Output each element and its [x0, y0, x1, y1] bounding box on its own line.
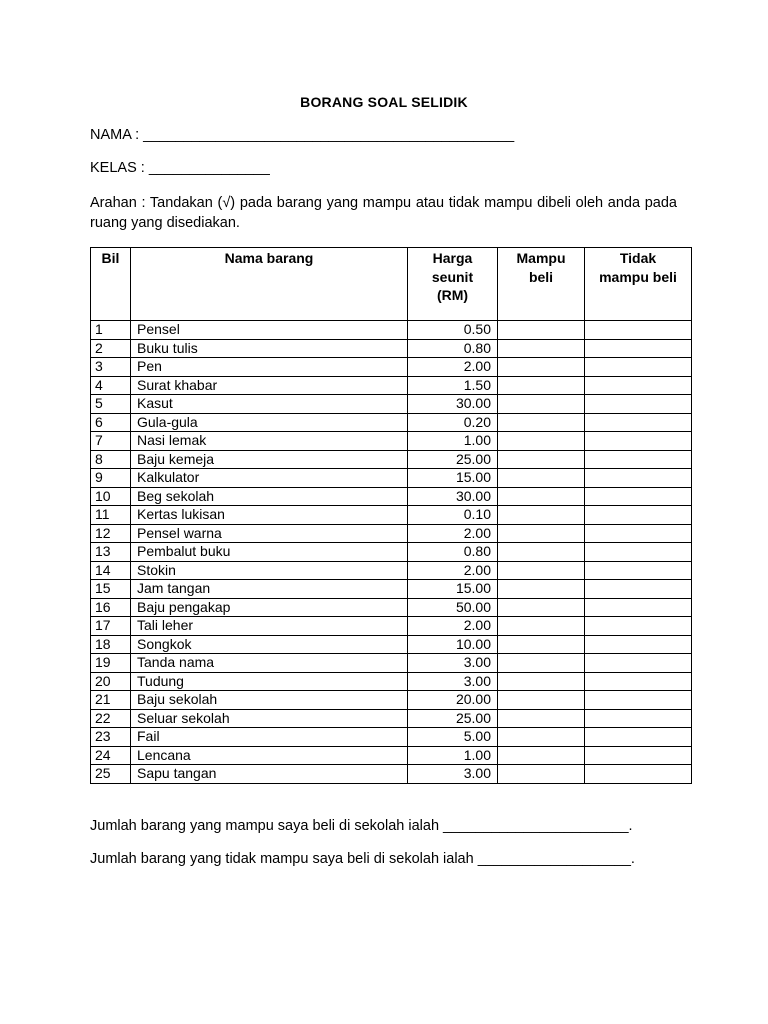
kelas-field-line: KELAS : _______________	[90, 160, 270, 176]
cell-tidak-mampu-beli-checkbox[interactable]	[585, 450, 692, 469]
cell-mampu-beli-checkbox[interactable]	[498, 339, 585, 358]
table-row	[91, 321, 692, 340]
table-header-row	[91, 248, 692, 321]
cell-harga: 15.00	[408, 469, 498, 488]
cell-harga: 0.10	[408, 506, 498, 525]
cell-harga: 2.00	[408, 524, 498, 543]
table-row	[91, 672, 692, 691]
cell-bil: 6	[91, 413, 131, 432]
cell-bil: 1	[91, 321, 131, 340]
cell-harga: 20.00	[408, 691, 498, 710]
cell-mampu-beli-checkbox[interactable]	[498, 543, 585, 562]
table-row	[91, 543, 692, 562]
cell-bil: 25	[91, 765, 131, 784]
cell-bil: 15	[91, 580, 131, 599]
cell-tidak-mampu-beli-checkbox[interactable]	[585, 506, 692, 525]
cell-nama-barang: Gula-gula	[131, 413, 408, 432]
header-harga-seunit: Harga seunit (RM)	[408, 248, 498, 321]
table-row	[91, 339, 692, 358]
table-row	[91, 728, 692, 747]
form-title: BORANG SOAL SELIDIK	[300, 94, 468, 110]
cell-bil: 9	[91, 469, 131, 488]
cell-mampu-beli-checkbox[interactable]	[498, 450, 585, 469]
summary-tidak-mampu-line: Jumlah barang yang tidak mampu saya beli di sekolah ialah ___________________.	[90, 851, 635, 867]
cell-nama-barang: Tanda nama	[131, 654, 408, 673]
cell-harga: 1.00	[408, 746, 498, 765]
cell-nama-barang: Lencana	[131, 746, 408, 765]
cell-nama-barang: Beg sekolah	[131, 487, 408, 506]
cell-tidak-mampu-beli-checkbox[interactable]	[585, 691, 692, 710]
cell-nama-barang: Pensel warna	[131, 524, 408, 543]
table-row	[91, 413, 692, 432]
cell-harga: 2.00	[408, 358, 498, 377]
cell-tidak-mampu-beli-checkbox[interactable]	[585, 543, 692, 562]
cell-nama-barang: Pensel	[131, 321, 408, 340]
cell-mampu-beli-checkbox[interactable]	[498, 691, 585, 710]
cell-tidak-mampu-beli-checkbox[interactable]	[585, 635, 692, 654]
cell-harga: 5.00	[408, 728, 498, 747]
cell-nama-barang: Baju kemeja	[131, 450, 408, 469]
cell-nama-barang: Pen	[131, 358, 408, 377]
cell-mampu-beli-checkbox[interactable]	[498, 635, 585, 654]
cell-harga: 10.00	[408, 635, 498, 654]
table-body	[91, 321, 692, 784]
cell-harga: 2.00	[408, 617, 498, 636]
cell-mampu-beli-checkbox[interactable]	[498, 598, 585, 617]
table-row	[91, 395, 692, 414]
cell-tidak-mampu-beli-checkbox[interactable]	[585, 376, 692, 395]
table-row	[91, 580, 692, 599]
cell-harga: 50.00	[408, 598, 498, 617]
cell-bil: 11	[91, 506, 131, 525]
cell-nama-barang: Pembalut buku	[131, 543, 408, 562]
cell-nama-barang: Baju pengakap	[131, 598, 408, 617]
table-row	[91, 709, 692, 728]
cell-bil: 7	[91, 432, 131, 451]
cell-tidak-mampu-beli-checkbox[interactable]	[585, 339, 692, 358]
table-row	[91, 691, 692, 710]
cell-mampu-beli-checkbox[interactable]	[498, 432, 585, 451]
nama-field-line: NAMA : ______________________________________________	[90, 127, 515, 143]
table-row	[91, 376, 692, 395]
cell-harga: 0.20	[408, 413, 498, 432]
cell-mampu-beli-checkbox[interactable]	[498, 728, 585, 747]
items-table	[90, 247, 692, 784]
cell-harga: 1.00	[408, 432, 498, 451]
table-row	[91, 598, 692, 617]
cell-tidak-mampu-beli-checkbox[interactable]	[585, 432, 692, 451]
cell-nama-barang: Nasi lemak	[131, 432, 408, 451]
cell-nama-barang: Surat khabar	[131, 376, 408, 395]
header-nama-barang: Nama barang	[131, 248, 408, 321]
cell-mampu-beli-checkbox[interactable]	[498, 321, 585, 340]
cell-bil: 8	[91, 450, 131, 469]
cell-nama-barang: Fail	[131, 728, 408, 747]
cell-tidak-mampu-beli-checkbox[interactable]	[585, 617, 692, 636]
table-row	[91, 358, 692, 377]
cell-harga: 0.50	[408, 321, 498, 340]
cell-bil: 20	[91, 672, 131, 691]
cell-tidak-mampu-beli-checkbox[interactable]	[585, 358, 692, 377]
cell-bil: 3	[91, 358, 131, 377]
cell-nama-barang: Tali leher	[131, 617, 408, 636]
cell-bil: 5	[91, 395, 131, 414]
cell-harga: 25.00	[408, 709, 498, 728]
cell-harga: 0.80	[408, 543, 498, 562]
cell-mampu-beli-checkbox[interactable]	[498, 709, 585, 728]
cell-mampu-beli-checkbox[interactable]	[498, 524, 585, 543]
table-row	[91, 469, 692, 488]
cell-nama-barang: Kasut	[131, 395, 408, 414]
cell-tidak-mampu-beli-checkbox[interactable]	[585, 746, 692, 765]
table-row	[91, 746, 692, 765]
cell-nama-barang: Kalkulator	[131, 469, 408, 488]
cell-harga: 3.00	[408, 654, 498, 673]
cell-tidak-mampu-beli-checkbox[interactable]	[585, 672, 692, 691]
cell-mampu-beli-checkbox[interactable]	[498, 469, 585, 488]
cell-nama-barang: Songkok	[131, 635, 408, 654]
cell-mampu-beli-checkbox[interactable]	[498, 487, 585, 506]
table-row	[91, 432, 692, 451]
cell-mampu-beli-checkbox[interactable]	[498, 654, 585, 673]
cell-harga: 30.00	[408, 487, 498, 506]
cell-mampu-beli-checkbox[interactable]	[498, 395, 585, 414]
cell-tidak-mampu-beli-checkbox[interactable]	[585, 487, 692, 506]
cell-mampu-beli-checkbox[interactable]	[498, 506, 585, 525]
cell-nama-barang: Jam tangan	[131, 580, 408, 599]
cell-mampu-beli-checkbox[interactable]	[498, 358, 585, 377]
cell-tidak-mampu-beli-checkbox[interactable]	[585, 524, 692, 543]
cell-harga: 25.00	[408, 450, 498, 469]
cell-bil: 18	[91, 635, 131, 654]
cell-tidak-mampu-beli-checkbox[interactable]	[585, 321, 692, 340]
cell-tidak-mampu-beli-checkbox[interactable]	[585, 561, 692, 580]
cell-harga: 3.00	[408, 672, 498, 691]
cell-harga: 3.00	[408, 765, 498, 784]
cell-bil: 13	[91, 543, 131, 562]
cell-nama-barang: Tudung	[131, 672, 408, 691]
table-row	[91, 635, 692, 654]
cell-tidak-mampu-beli-checkbox[interactable]	[585, 654, 692, 673]
table-row	[91, 561, 692, 580]
cell-bil: 14	[91, 561, 131, 580]
table-row	[91, 524, 692, 543]
cell-mampu-beli-checkbox[interactable]	[498, 561, 585, 580]
cell-tidak-mampu-beli-checkbox[interactable]	[585, 765, 692, 784]
table-row	[91, 654, 692, 673]
cell-bil: 4	[91, 376, 131, 395]
cell-nama-barang: Buku tulis	[131, 339, 408, 358]
cell-tidak-mampu-beli-checkbox[interactable]	[585, 395, 692, 414]
cell-bil: 21	[91, 691, 131, 710]
cell-bil: 22	[91, 709, 131, 728]
cell-tidak-mampu-beli-checkbox[interactable]	[585, 580, 692, 599]
cell-nama-barang: Stokin	[131, 561, 408, 580]
cell-harga: 1.50	[408, 376, 498, 395]
cell-mampu-beli-checkbox[interactable]	[498, 672, 585, 691]
cell-mampu-beli-checkbox[interactable]	[498, 765, 585, 784]
cell-mampu-beli-checkbox[interactable]	[498, 376, 585, 395]
cell-nama-barang: Sapu tangan	[131, 765, 408, 784]
table-row	[91, 506, 692, 525]
header-bil: Bil	[91, 248, 131, 321]
cell-harga: 2.00	[408, 561, 498, 580]
cell-bil: 12	[91, 524, 131, 543]
cell-bil: 16	[91, 598, 131, 617]
cell-tidak-mampu-beli-checkbox[interactable]	[585, 413, 692, 432]
cell-mampu-beli-checkbox[interactable]	[498, 746, 585, 765]
cell-tidak-mampu-beli-checkbox[interactable]	[585, 709, 692, 728]
cell-tidak-mampu-beli-checkbox[interactable]	[585, 728, 692, 747]
cell-mampu-beli-checkbox[interactable]	[498, 413, 585, 432]
cell-harga: 15.00	[408, 580, 498, 599]
cell-nama-barang: Baju sekolah	[131, 691, 408, 710]
cell-bil: 24	[91, 746, 131, 765]
summary-mampu-line: Jumlah barang yang mampu saya beli di sekolah ialah _______________________.	[90, 818, 633, 834]
cell-bil: 2	[91, 339, 131, 358]
cell-harga: 0.80	[408, 339, 498, 358]
cell-tidak-mampu-beli-checkbox[interactable]	[585, 469, 692, 488]
instructions-text: Arahan : Tandakan (√) pada barang yang mampu atau tidak mampu dibeli oleh anda pada ruang yang disediakan.	[90, 195, 677, 231]
table-row	[91, 617, 692, 636]
cell-tidak-mampu-beli-checkbox[interactable]	[585, 598, 692, 617]
cell-bil: 23	[91, 728, 131, 747]
cell-nama-barang: Seluar sekolah	[131, 709, 408, 728]
cell-mampu-beli-checkbox[interactable]	[498, 580, 585, 599]
cell-bil: 10	[91, 487, 131, 506]
table-row	[91, 487, 692, 506]
table-row	[91, 450, 692, 469]
cell-nama-barang: Kertas lukisan	[131, 506, 408, 525]
cell-bil: 17	[91, 617, 131, 636]
cell-bil: 19	[91, 654, 131, 673]
cell-mampu-beli-checkbox[interactable]	[498, 617, 585, 636]
header-mampu-beli: Mampu beli	[498, 248, 585, 321]
cell-harga: 30.00	[408, 395, 498, 414]
table-row	[91, 765, 692, 784]
header-tidak-mampu-beli: Tidak mampu beli	[585, 248, 692, 321]
